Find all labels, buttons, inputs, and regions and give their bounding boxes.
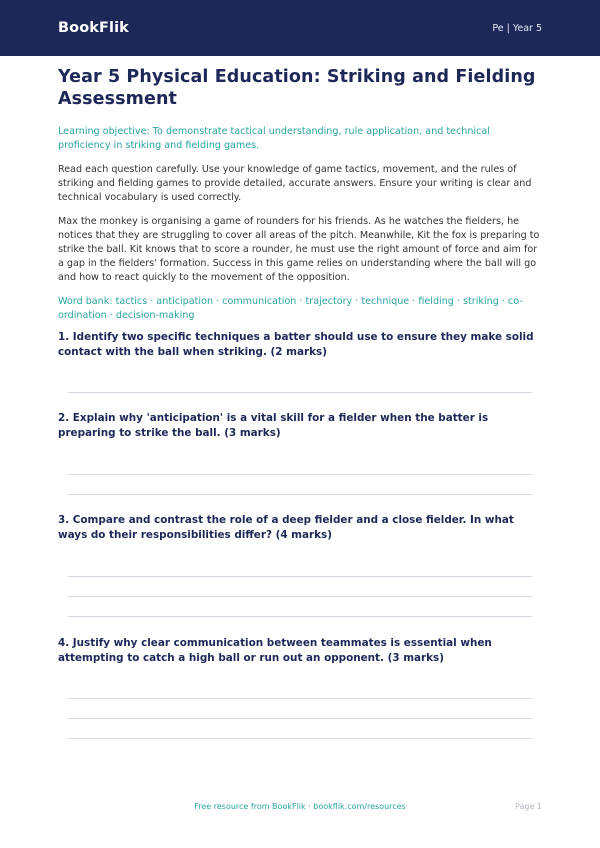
question-2: 2. Explain why 'anticipation' is a vital skill for a fielder when the batter is preparing to strike the ball. (3 marks) bbox=[58, 412, 489, 439]
answer-line[interactable] bbox=[68, 698, 532, 699]
word-bank: Word bank: tactics · anticipation · communication · trajectory · technique · fielding · striking · co-ordination · decision-making bbox=[58, 296, 523, 321]
brand-logo-text: BookFlik bbox=[58, 20, 129, 36]
page-title: Year 5 Physical Education: Striking and Fielding Assessment bbox=[58, 67, 536, 109]
instructions-paragraph: Read each question carefully. Use your knowledge of game tactics, movement, and the rules of striking and fielding games to provide detailed, accurate answers. Ensure your writing is clear and technical vocabulary is used correctly. bbox=[58, 164, 532, 203]
answer-line[interactable] bbox=[68, 738, 532, 739]
answer-line[interactable] bbox=[68, 576, 532, 577]
story-paragraph: Max the monkey is organising a game of rounders for his friends. As he watches the fielders, he notices that they are struggling to cover all areas of the pitch. Meanwhile, Kit the fox is preparing to strike the ball. Kit knows that to score a rounder, he must use the right amount of force and aim for a gap in the fielders' formation. Success in this game relies on understanding where the ball will go and how to react quickly to the movement of the opposition. bbox=[58, 216, 540, 283]
question-3: 3. Compare and contrast the role of a deep fielder and a close fielder. In what ways do their responsibilities differ? (4 marks) bbox=[58, 514, 514, 541]
page-number: Page 1 bbox=[515, 802, 542, 811]
question-1: 1. Identify two specific techniques a batter should use to ensure they make solid contact with the ball when striking. (2 marks) bbox=[58, 331, 534, 358]
page-header bbox=[0, 0, 600, 56]
answer-line[interactable] bbox=[68, 596, 532, 597]
answer-line[interactable] bbox=[68, 392, 532, 393]
answer-line[interactable] bbox=[68, 494, 532, 495]
worksheet-content bbox=[58, 66, 544, 323]
answer-line[interactable] bbox=[68, 616, 532, 617]
header-meta: Pe | Year 5 bbox=[492, 22, 542, 34]
learning-objective: Learning objective: To demonstrate tactical understanding, rule application, and technical proficiency in striking and fielding games. bbox=[58, 126, 490, 151]
question-4: 4. Justify why clear communication between teammates is essential when attempting to catch a high ball or run out an opponent. (3 marks) bbox=[58, 637, 492, 664]
answer-line[interactable] bbox=[68, 718, 532, 719]
answer-line[interactable] bbox=[68, 474, 532, 475]
footer-credit: Free resource from BookFlik · bookflik.com/resources bbox=[194, 802, 406, 811]
